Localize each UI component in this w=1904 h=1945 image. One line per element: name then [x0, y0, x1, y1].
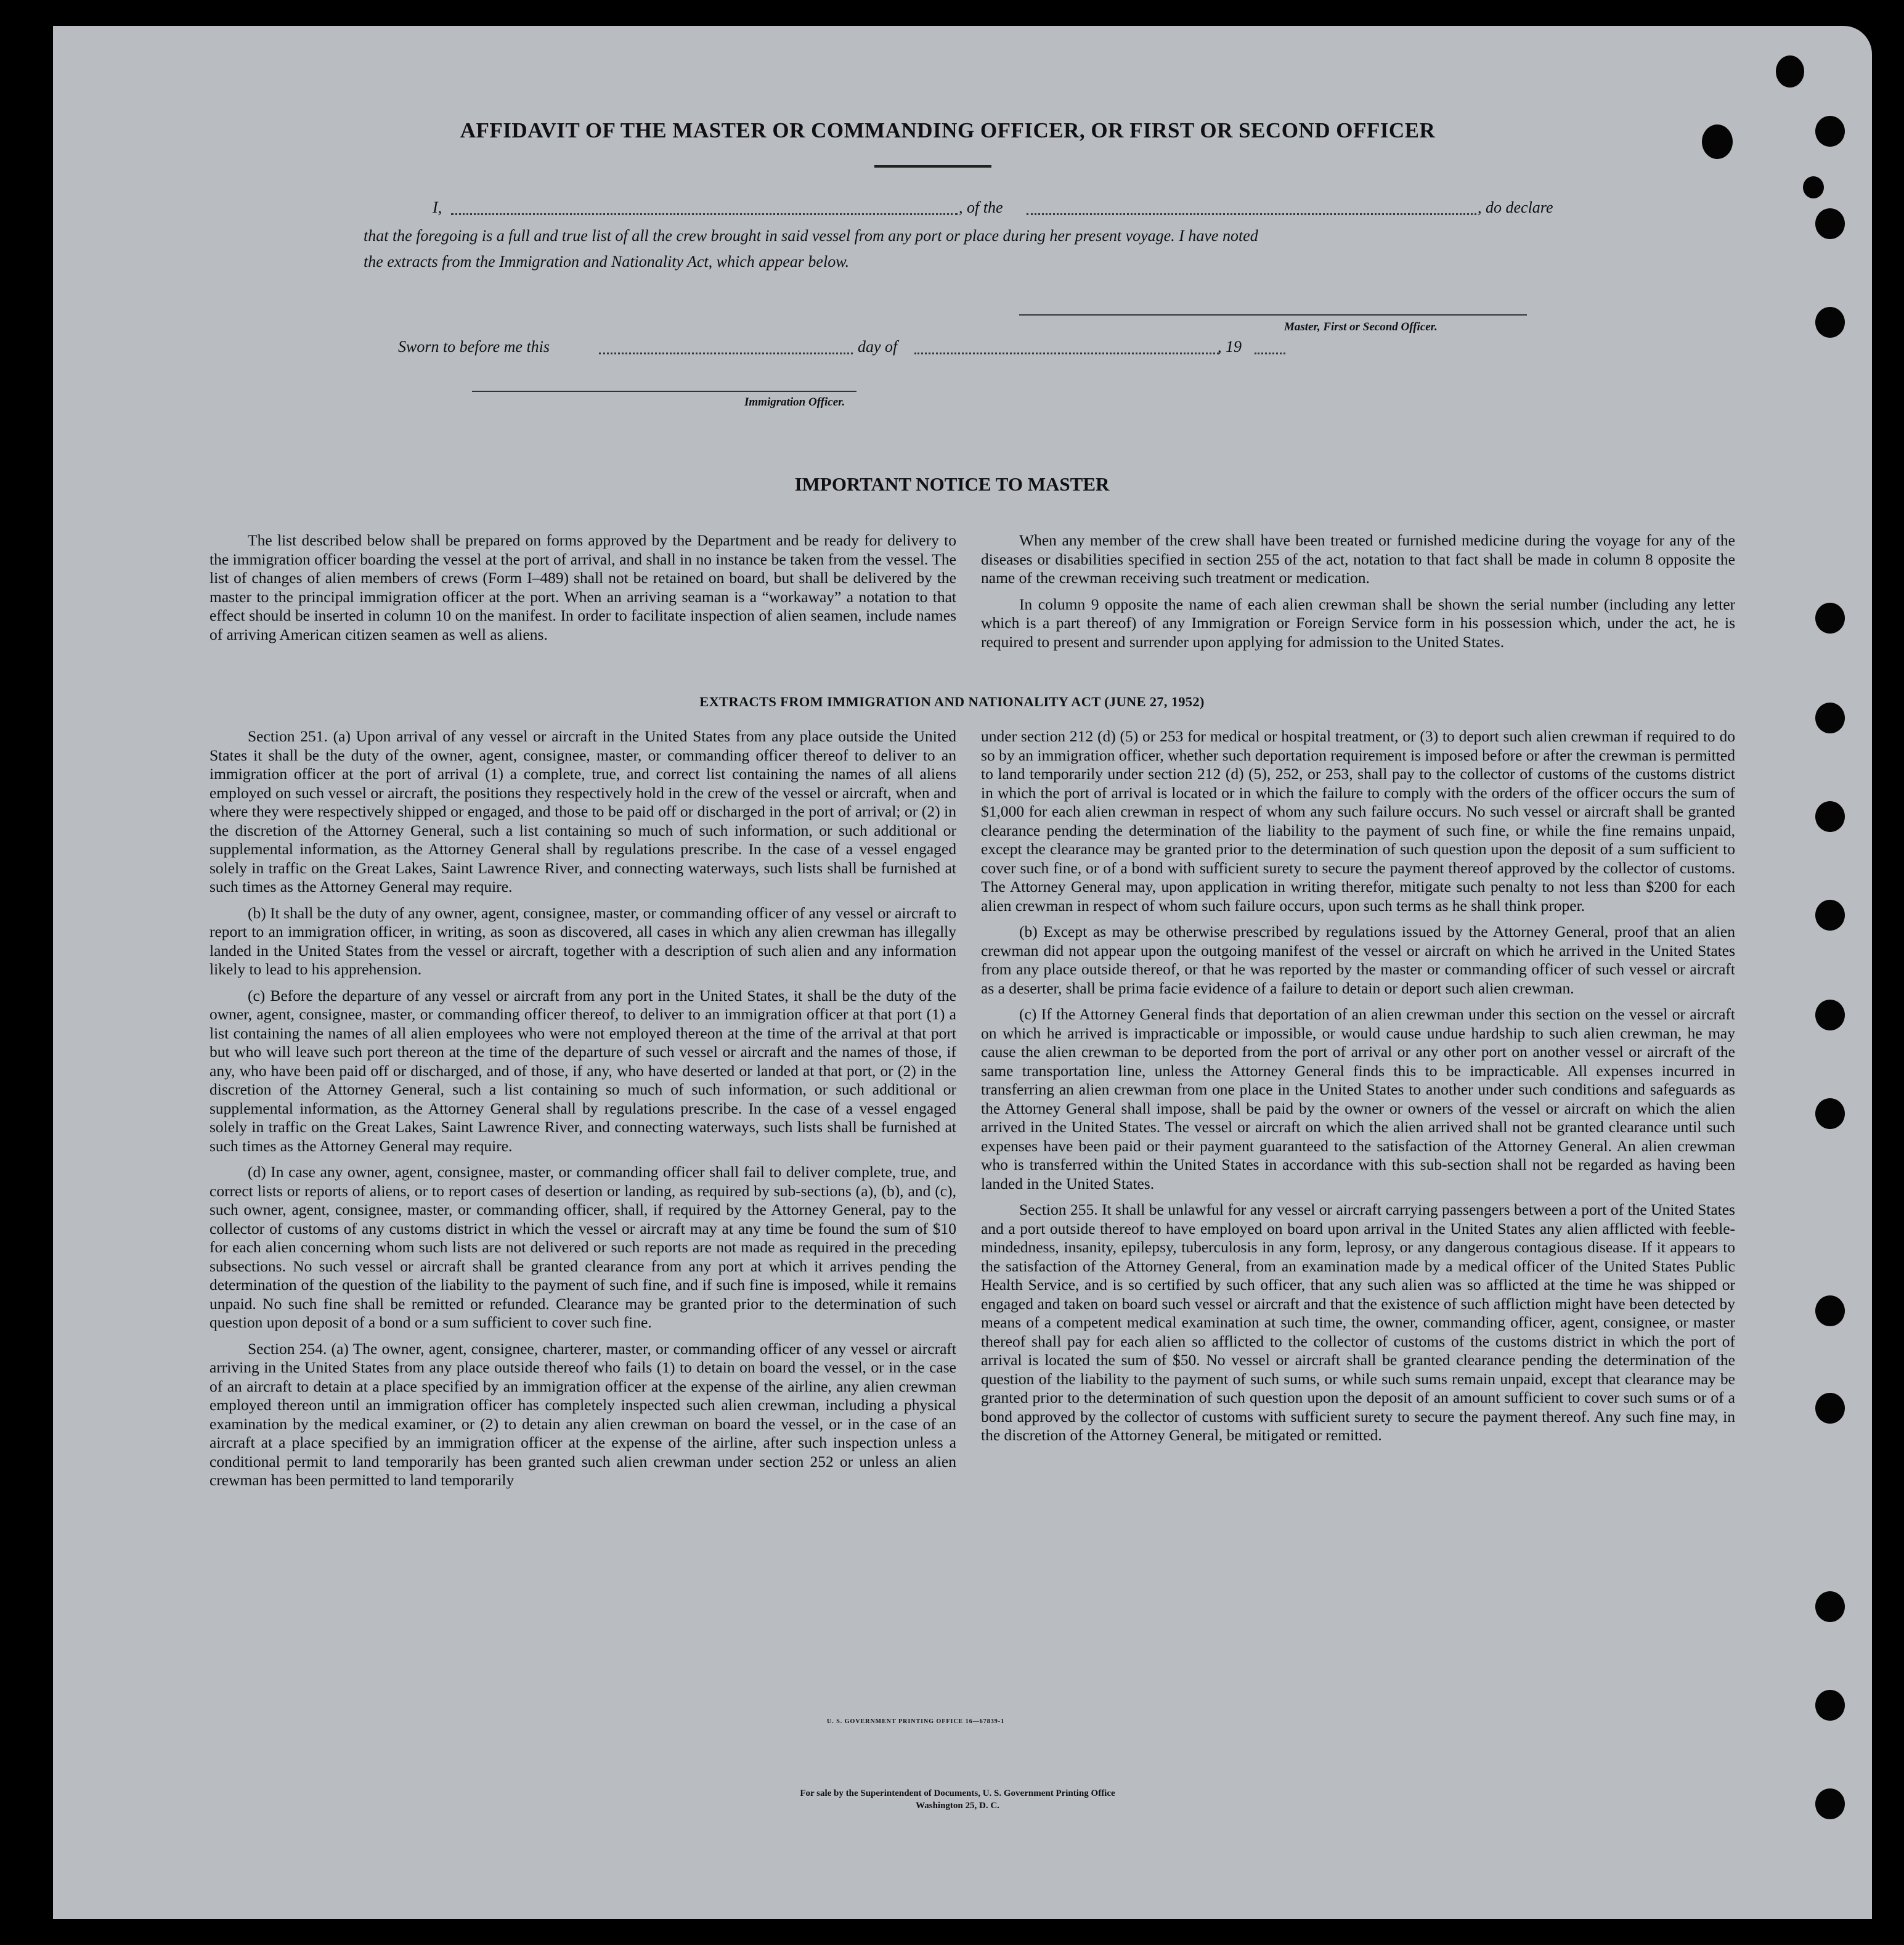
notice-right-column	[981, 531, 1735, 659]
title-rule	[874, 165, 991, 168]
punch-hole	[1803, 176, 1824, 198]
notice-left-column	[210, 531, 956, 651]
immigration-officer-caption: Immigration Officer.	[744, 396, 845, 409]
notice-paragraph: The list described below shall be prepared on forms approved by the Department and be ready for delivery to the immigration officer boarding the vessel at the port of arrival, and shall in no instance be taken from the vessel. The list of changes of alien members of crews (Form I–489) shall not be retained on board, but shall be delivered by the master to the principal immigration officer at the port. When an arriving seaman is a “workaway” a notation to that effect should be inserted in column 10 on the manifest. In order to facilitate inspection of alien seamen, include names of arriving American citizen seamen as well as aliens.	[210, 531, 956, 643]
notice-paragraph: In column 9 opposite the name of each alien crewman shall be shown the serial number (including any letter which is a part thereof) of any Immigration or Foreign Service form in his possession which, under the act, he is required to present and surrender upon applying for admission to the United States.	[981, 595, 1735, 651]
punch-hole	[1815, 1393, 1845, 1424]
year-prefix-label: , 19	[1218, 338, 1242, 356]
statute-paragraph: Section 255. It shall be unlawful for any vessel or aircraft carrying passengers between a port of the United States and a port outside thereof to have employed on board upon arrival in the United States any alien afflicted with feeble-mindedness, insanity, epilepsy, tuberculosis in any form, leprosy, or any dangerous contagious disease. If it appears to the satisfaction of the Attorney General, from an examination made by a medical officer of the United States Public Health Service, and is so certified by such officer, that any such alien was so afflicted at the time he was shipped or engaged and taken on board such vessel or aircraft and that the existence of such affliction might have been detected by means of a competent medical examination at such time, the owner, commanding officer, agent, consignee, or master thereof shall pay for each alien so afflicted to the collector of customs of the customs district in which the port of arrival is located the sum of $50. No vessel or aircraft shall be granted clearance pending the determination of the question of the liability to the payment of such sums, or while such sums remain unpaid, except that clearance may be granted prior to the determination of such question upon the deposit of an amount sufficient to cover such sums or of a bond approved by the collector of customs with sufficient surety to secure the payment thereof. Any such fine may, in the discretion of the Attorney General, be mitigated or remitted.	[981, 1201, 1735, 1444]
statute-paragraph: (c) Before the departure of any vessel or aircraft from any port in the United States, it shall be the duty of the owner, agent, consignee, master, or commanding officer thereof, to deliver to an immigration officer at that port (1) a list containing the names of all alien employees who were not employed thereon at the time of the arrival at that port but who will leave such port thereon at the time of the departure of such vessel or aircraft and the names of those, if any, who have been paid off or discharged, and of those, if any, who have deserted or landed at that port, or (2) in the discretion of the Attorney General, such a list containing so much of such information, or such additional or supplemental information, as the Attorney General shall by regulations prescribe. In the case of a vessel engaged solely in traffic on the Great Lakes, Saint Lawrence River, and connecting waterways, such lists shall be furnished at such times as the Attorney General may require.	[210, 986, 956, 1155]
statute-paragraph: (b) Except as may be otherwise prescribed by regulations issued by the Attorney General, proof that an alien crewman did not appear upon the outgoing manifest of the vessel or aircraft on which he arrived in the United States from any place outside thereof, or that he was reported by the master or commanding officer of such vessel or aircraft as a deserter, shall be prima facie evidence of a failure to detain or deport such alien crewman.	[981, 923, 1735, 997]
statement-line-1: that the foregoing is a full and true list of all the crew brought in said vessel from any port or place during her present voyage. I have noted	[364, 227, 1258, 245]
punch-hole	[1776, 55, 1804, 88]
master-signature-line[interactable]	[1019, 314, 1527, 316]
for-sale-line: For sale by the Superintendent of Documents, U. S. Government Printing Office	[800, 1788, 1115, 1798]
declaration-do-declare-label: , do declare	[1478, 198, 1553, 216]
punch-hole	[1815, 1690, 1845, 1721]
printing-office-line: U. S. GOVERNMENT PRINTING OFFICE 16—67839-1	[827, 1718, 1005, 1725]
statute-paragraph: Section 251. (a) Upon arrival of any vessel or aircraft in the United States from any place outside the United States it shall be the duty of the owner, agent, consignee, master, or commanding officer thereof to deliver to an immigration officer at the port of arrival (1) a complete, true, and correct list containing the names of all aliens employed on such vessel or aircraft, the positions they respectively hold in the crew of the vessel or aircraft, when and where they were respectively shipped or engaged, and those to be paid off or discharged in the port of arrival; or (2) in the discretion of the Attorney General, such a list containing so much of such information, or such additional or supplemental information, as the Attorney General shall by regulations prescribe. In the case of a vessel engaged solely in traffic on the Great Lakes, Saint Lawrence River, and connecting waterways, such lists shall be furnished at such times as the Attorney General may require.	[210, 727, 956, 895]
punch-hole	[1815, 1098, 1845, 1129]
affidavit-title: AFFIDAVIT OF THE MASTER OR COMMANDING OFFICER, OR FIRST OR SECOND OFFICER	[460, 118, 1436, 142]
sworn-label: Sworn to before me this	[398, 338, 550, 356]
declaration-of-the-label: , of the	[959, 198, 1003, 216]
punch-hole	[1815, 1000, 1845, 1030]
statute-paragraph: (c) If the Attorney General finds that deportation of an alien crewman under this section on the vessel or aircraft on which he arrived is impracticable or impossible, or would cause undue hardship to such alien crewman, he may cause the alien crewman to be deported from the port of arrival or any other port on another vessel or aircraft of the same transportation line, unless the Attorney General finds this to be impracticable. All expenses incurred in transferring an alien crewman from one place in the United States to another under such conditions and safeguards as the Attorney General shall impose, shall be paid by the owner or owners of the vessel or aircraft on which the alien arrived in the United States. The vessel or aircraft on which the alien arrived shall not be granted clearance until such expenses have been paid or their payment guaranteed to the satisfaction of the Attorney General. An alien crewman who is transferred within the United States in accordance with this sub-section shall not be regarded as having been landed in the United States.	[981, 1005, 1735, 1193]
punch-hole	[1815, 1591, 1845, 1622]
notice-paragraph: When any member of the crew shall have been treated or furnished medicine during the voyage for any of the diseases or disabilities specified in section 255 of the act, notation to that fact shall be made in column 8 opposite the name of the crewman receiving such treatment or medication.	[981, 531, 1735, 587]
punch-hole	[1815, 1295, 1845, 1326]
document-page	[53, 26, 1872, 1919]
statement-line-2: the extracts from the Immigration and Nationality Act, which appear below.	[364, 253, 850, 271]
year-blank[interactable]	[1255, 353, 1285, 354]
extracts-right-column	[981, 727, 1735, 1453]
punch-hole	[1815, 208, 1845, 239]
master-signature-caption: Master, First or Second Officer.	[1284, 320, 1438, 333]
name-blank[interactable]	[451, 213, 958, 215]
statute-paragraph: (d) In case any owner, agent, consignee, master, or commanding officer shall fail to deliver complete, true, and correct lists or reports of aliens, or to report cases of desertion or landing, as required by sub-sections (a), (b), and (c), such owner, agent, consignee, master, or commanding officer, shall, if required by the Attorney General, pay to the collector of customs of any customs district in which the vessel or aircraft may at any time be found the sum of $10 for each alien concerning whom such lists are not delivered or such reports are not made as required in the preceding subsections. No such vessel or aircraft shall be granted clearance from any port at which it arrives pending the determination of the question of the liability to the payment of such fine, and if such fine is imposed, while it remains unpaid. No such fine shall be remitted or refunded. Clearance may be granted prior to the determination of such question upon deposit of a bond or a sum sufficient to cover such fine.	[210, 1163, 956, 1331]
statute-paragraph: under section 212 (d) (5) or 253 for medical or hospital treatment, or (3) to deport such alien crewman if required to do so by an immigration officer, whether such deportation requirement is imposed before or after the crewman is permitted to land temporarily under section 212 (d) (5), 252, or 253, shall pay to the collector of customs of the customs district in which the port of arrival is located or in which the failure to comply with the orders of the officer occurs the sum of $1,000 for each alien crewman in respect of whom any such failure occurs. No such vessel or aircraft shall be granted clearance pending the determination of the liability to the payment of such fine, or while the fine remains unpaid, except the clearance may be granted prior to the determination of such question upon the deposit of a sum sufficient to cover such fine, or of a bond with sufficient surety to secure the payment thereof approved by the collector of customs. The Attorney General may, upon application in writing therefor, mitigate such penalty to not less than $200 for each alien crewman in respect of whom such failure occurs, upon such terms as he shall think proper.	[981, 727, 1735, 915]
notice-title: IMPORTANT NOTICE TO MASTER	[794, 473, 1110, 495]
punch-hole	[1815, 900, 1845, 931]
extracts-title: EXTRACTS FROM IMMIGRATION AND NATIONALITY ACT (JUNE 27, 1952)	[699, 694, 1205, 709]
statute-paragraph: (b) It shall be the duty of any owner, agent, consignee, master, or commanding officer of any vessel or aircraft to report to an immigration officer, in writing, as soon as discovered, all cases in which any alien crewman has illegally landed in the United States from the vessel or aircraft, together with a description of such alien and any information likely to lead to his apprehension.	[210, 903, 956, 978]
vessel-blank[interactable]	[1027, 213, 1476, 215]
punch-hole	[1815, 801, 1845, 832]
extracts-left-column	[210, 727, 956, 1498]
sworn-day-blank[interactable]	[599, 353, 853, 354]
sworn-month-blank[interactable]	[914, 353, 1219, 354]
immigration-officer-signature-line[interactable]	[472, 391, 856, 392]
day-of-label: day of	[858, 338, 898, 356]
address-line: Washington 25, D. C.	[916, 1801, 999, 1811]
punch-hole	[1815, 603, 1845, 634]
punch-hole	[1815, 307, 1845, 338]
declaration-i-label: I,	[433, 198, 442, 216]
statute-paragraph: Section 254. (a) The owner, agent, consignee, charterer, master, or commanding officer of any vessel or aircraft arriving in the United States from any place outside thereof who fails (1) to detain on board the vessel, or in the case of an aircraft to detain at a place specified by an immigration officer at the expense of the airline, any alien crewman employed thereon until an immigration officer has completely inspected such alien crewman, including a physical examination by the medical examiner, or (2) to detain any alien crewman on board the vessel, or in the case of an aircraft at a place specified by an immigration officer at the expense of the airline, after such inspection unless a conditional permit to land temporarily has been granted such alien crewman under section 252 or unless an alien crewman has been permitted to land temporarily	[210, 1339, 956, 1489]
